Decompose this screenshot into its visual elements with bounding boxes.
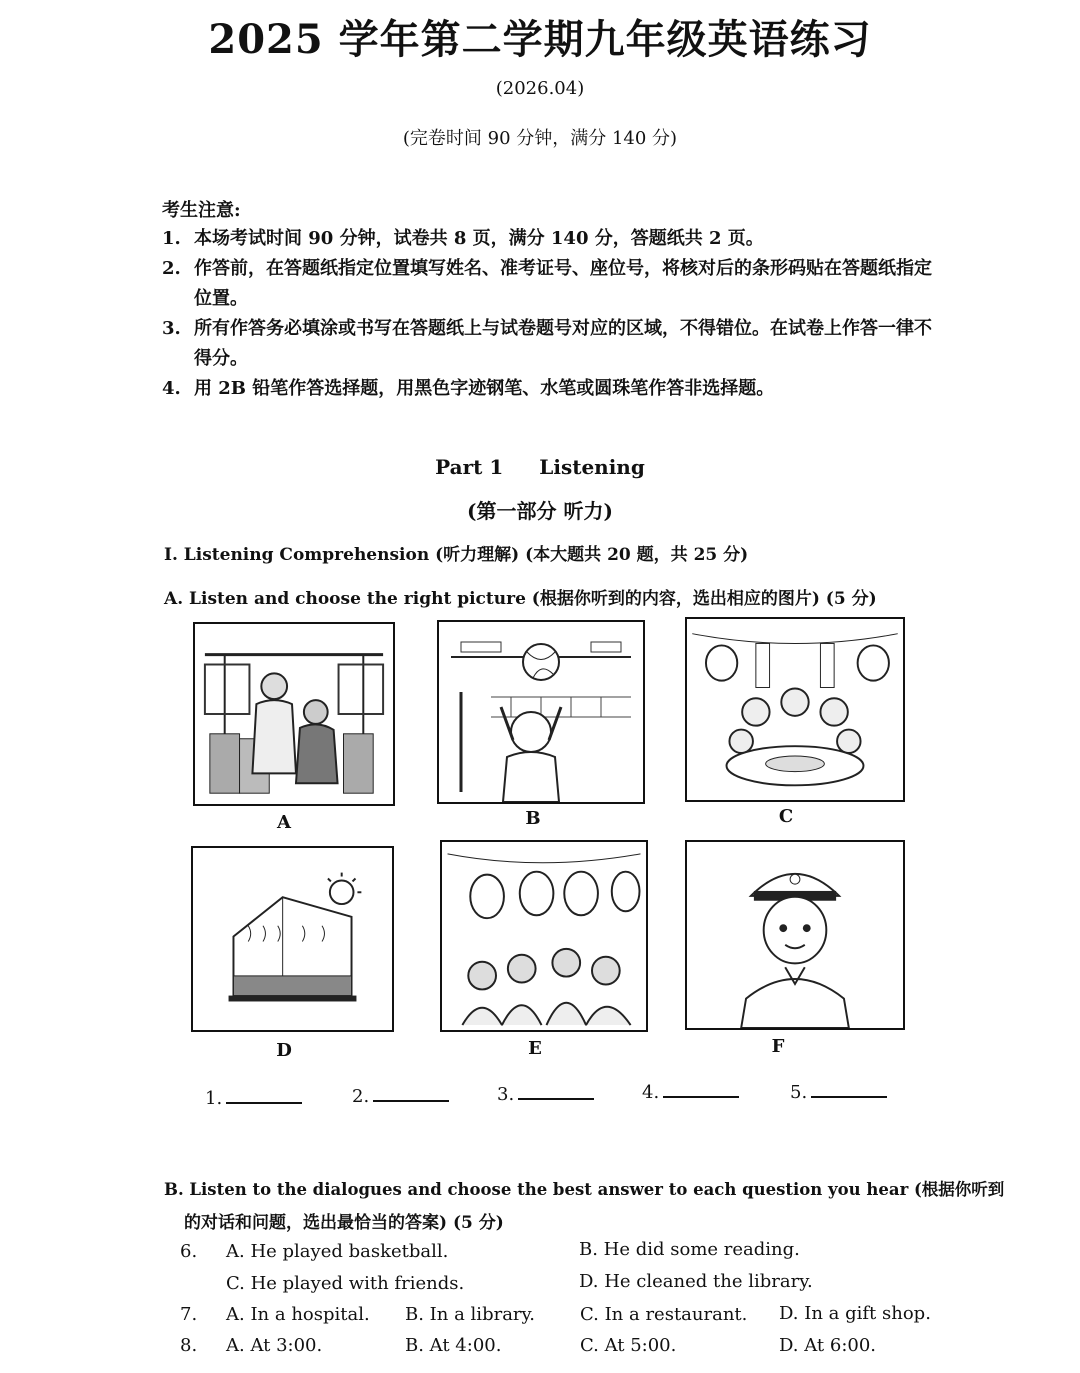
picture-label-a: A [277,812,291,833]
question-number: 6. [180,1241,198,1262]
option-a[interactable]: A. In a hospital. [226,1304,370,1325]
blank-line[interactable] [811,1082,887,1098]
picture-label-b: B [525,808,541,829]
option-c[interactable]: C. At 5:00. [580,1335,677,1356]
notice-item-number: 1. [162,228,181,249]
option-b[interactable]: B. He did some reading. [579,1239,800,1260]
part-name: Listening [539,455,645,479]
officer-portrait-icon [687,842,903,1028]
exam-duration: (完卷时间 90 分钟，满分 140 分) [402,128,678,149]
answer-blank-5[interactable] [790,1082,887,1103]
bus-scene-icon [195,624,393,804]
option-a[interactable]: A. He played basketball. [226,1241,449,1262]
picture-label-f: F [771,1036,785,1057]
family-dinner-icon [687,619,903,800]
section-b-heading: B. Listen to the dialogues and choose the best answer to each question you hear (根据你听到 [164,1180,1005,1199]
option-d[interactable]: D. He cleaned the library. [579,1271,813,1292]
option-d[interactable]: D. In a gift shop. [779,1303,931,1324]
notice-heading: 考生注意: [162,200,241,221]
blank-line[interactable] [663,1082,739,1098]
picture-b [437,620,645,804]
picture-label-c: C [778,806,794,827]
lantern-festival-icon [442,842,646,1030]
notice-item [162,224,942,254]
blank-number: 4. [642,1082,660,1103]
answer-blank-2[interactable] [352,1086,449,1107]
blank-number: 1. [205,1088,223,1109]
blank-number: 3. [497,1084,515,1105]
notice-item [162,314,942,374]
notice-item [162,374,942,404]
picture-c [685,617,905,802]
notice-item-text: 本场考试时间 90 分钟，试卷共 8 页，满分 140 分，答题纸共 2 页。 [194,228,764,249]
section-a-heading: A. Listen and choose the right picture (根据你听到的内容，选出相应的图片) (5 分) [164,589,877,609]
notice-item-number: 4. [162,378,181,399]
notice-item [162,254,942,314]
page-title: 2025 学年第二学期九年级英语练习 [208,16,872,63]
option-b[interactable]: B. In a library. [405,1304,536,1325]
notice-item-text: 用 2B 铅笔作答选择题，用黑色字迹钢笔、水笔或圆珠笔作答非选择题。 [194,378,775,399]
blank-line[interactable] [373,1086,449,1102]
notice-item-text: 作答前，在答题纸指定位置填写姓名、准考证号、座位号，将核对后的条形码贴在答题纸指定位置。 [194,258,932,309]
part-heading [0,455,1080,479]
part-label: Part 1 [435,455,504,479]
option-b[interactable]: B. At 4:00. [405,1335,502,1356]
answer-blank-3[interactable] [497,1084,594,1105]
blank-line[interactable] [518,1084,594,1100]
option-c[interactable]: C. He played with friends. [226,1273,465,1294]
option-a[interactable]: A. At 3:00. [226,1335,323,1356]
question-number: 7. [180,1304,198,1325]
exam-date: (2026.04) [495,78,585,99]
picture-e [440,840,648,1032]
notice-item-text: 所有作答务必填涂或书写在答题纸上与试卷题号对应的区域，不得错位。在试卷上作答一律不得分。 [194,318,932,369]
picture-label-d: D [276,1040,292,1061]
picture-f [685,840,905,1030]
option-d[interactable]: D. At 6:00. [779,1335,877,1356]
blank-number: 2. [352,1086,370,1107]
notice-item-number: 3. [162,318,181,339]
picture-d [191,846,394,1032]
part-subtitle: (第一部分 听力) [467,499,613,523]
picture-label-e: E [528,1038,542,1059]
blank-line[interactable] [226,1088,302,1104]
question-number: 8. [180,1335,198,1356]
answer-blank-1[interactable] [205,1088,302,1109]
answer-blank-4[interactable] [642,1082,739,1103]
section-heading: I. Listening Comprehension (听力理解) (本大题共 20 题，共 25 分) [164,545,749,565]
notice-item-number: 2. [162,258,181,279]
picture-a [193,622,395,806]
volleyball-icon [439,622,643,802]
greenhouse-icon [193,848,392,1030]
section-b-heading-cont: 的对话和问题，选出最恰当的答案) (5 分) [184,1213,504,1233]
option-c[interactable]: C. In a restaurant. [580,1304,748,1325]
blank-number: 5. [790,1082,808,1103]
